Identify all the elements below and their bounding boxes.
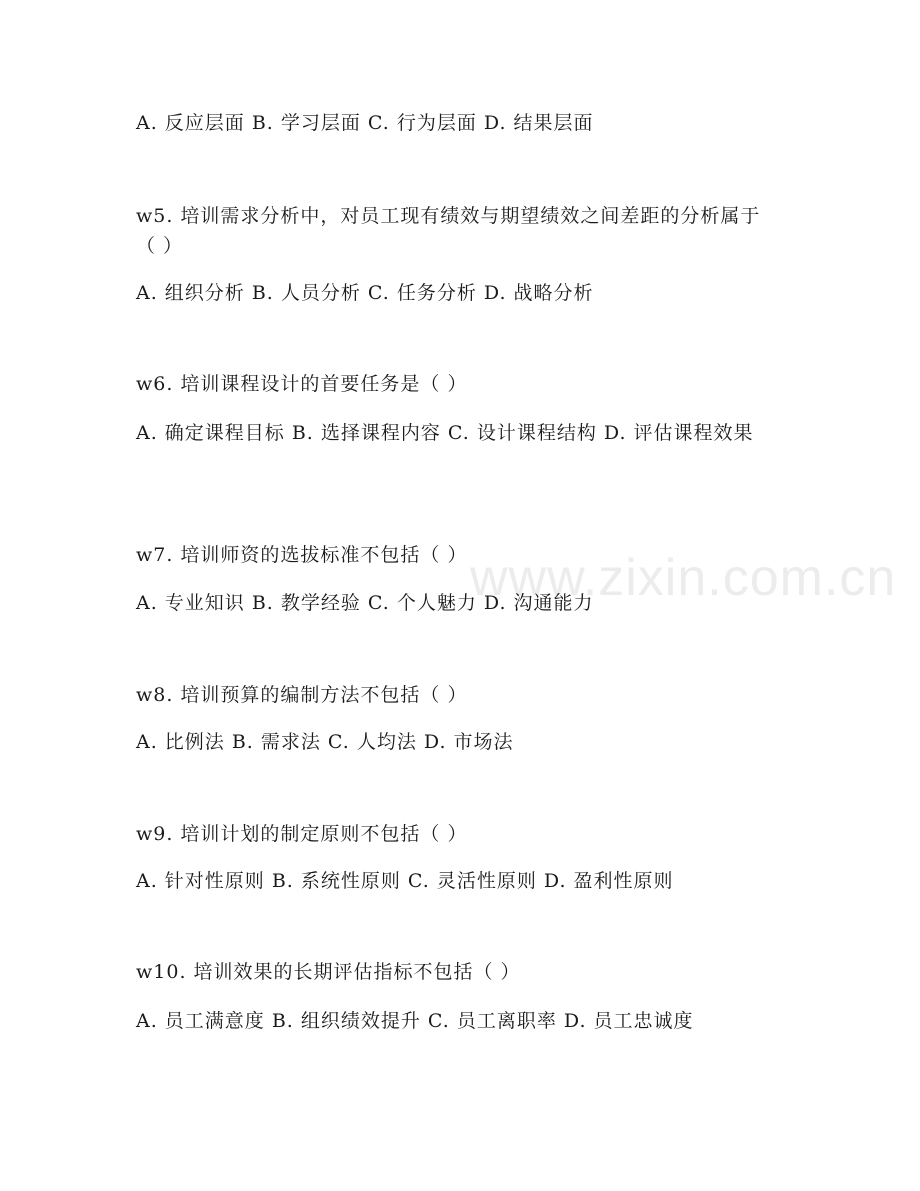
options-q4: A. 反应层面 B. 学习层面 C. 行为层面 D. 结果层面 — [136, 112, 594, 134]
options-w9: A. 针对性原则 B. 系统性原则 C. 灵活性原则 D. 盈利性原则 — [136, 870, 674, 892]
options-w7: A. 专业知识 B. 教学经验 C. 个人魅力 D. 沟通能力 — [136, 592, 594, 614]
question-w10: w10. 培训效果的长期评估指标不包括（ ） — [136, 961, 521, 983]
options-w5: A. 组织分析 B. 人员分析 C. 任务分析 D. 战略分析 — [136, 282, 594, 304]
watermark: www.zixin.com.cn — [470, 549, 897, 607]
question-w8: w8. 培训预算的编制方法不包括（ ） — [136, 684, 468, 706]
question-w6: w6. 培训课程设计的首要任务是（ ） — [136, 373, 468, 395]
options-w10: A. 员工满意度 B. 组织绩效提升 C. 员工离职率 D. 员工忠诚度 — [136, 1010, 694, 1032]
question-w7: w7. 培训师资的选拔标准不包括（ ） — [136, 544, 468, 566]
question-w5: w5. 培训需求分析中，对员工现有绩效与期望绩效之间差距的分析属于（ ） — [136, 205, 761, 257]
options-w8: A. 比例法 B. 需求法 C. 人均法 D. 市场法 — [136, 731, 514, 753]
question-w9: w9. 培训计划的制定原则不包括（ ） — [136, 823, 468, 845]
options-w6: A. 确定课程目标 B. 选择课程内容 C. 设计课程结构 D. 评估课程效果 — [136, 422, 754, 444]
